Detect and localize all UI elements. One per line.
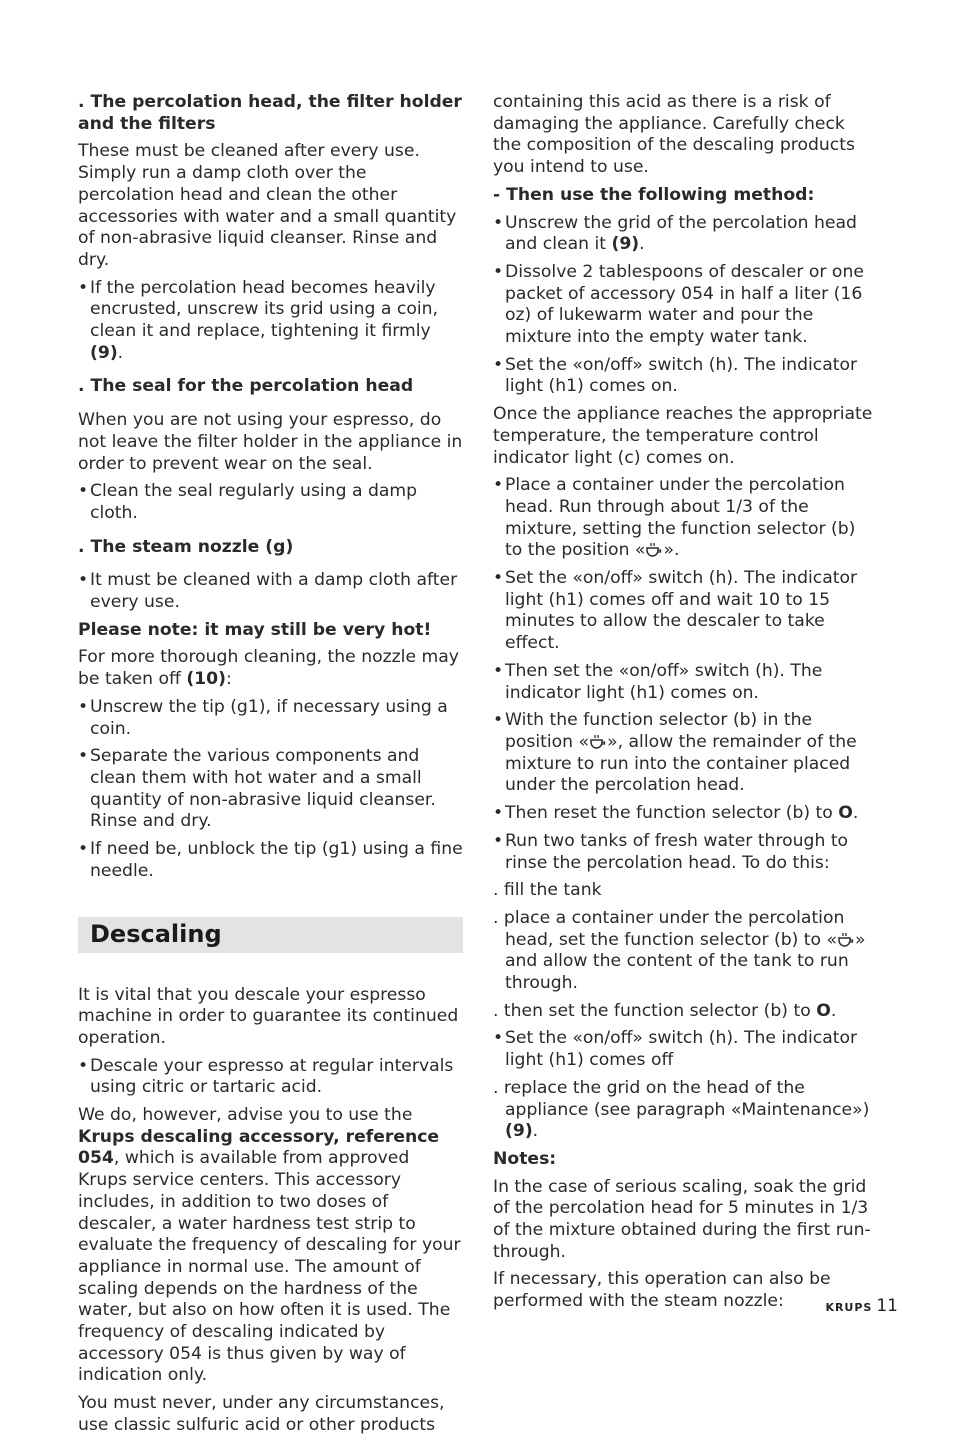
step-set-selector: . then set the function selector (b) to O.	[493, 1000, 837, 1021]
paragraph-never-sulfuric: You must never, under any circumstances, use classic sulfuric acid or other products	[78, 1393, 445, 1435]
coffee-cup-icon	[645, 542, 663, 558]
bullet-clean-seal: • Clean the seal regularly using a damp cloth.	[78, 481, 418, 523]
bullet-switch-on-again: • Then set the «on/off» switch (h). The indicator light (h1) comes on.	[493, 660, 823, 703]
bullet-switch-off-wait: • Set the «on/off» switch (h). The indicator light (h1) comes off and wait 10 to 15 minutes to allow the descaler to take effect.	[493, 568, 858, 654]
bullet-place-container: • Place a container under the percolation head. Run through about 1/3 of the mixture, setting the function selector (b) to the position « ».	[493, 475, 856, 561]
paragraph-thorough-cleaning: For more thorough cleaning, the nozzle may be taken off (10):	[78, 647, 459, 690]
bullet-remainder-mixture: • With the function selector (b) in the position « », allow the remainder of the mixture to run into the container placed under the percolation head.	[493, 710, 857, 796]
heading-notes: Notes:	[493, 1148, 557, 1169]
paragraph-temperature-reached: Once the appliance reaches the appropriate temperature, the temperature control indicator light (c) comes on.	[493, 404, 873, 468]
step-fill-tank: . fill the tank	[493, 880, 602, 901]
step-replace-grid: . replace the grid on the head of the appliance (see paragraph «Maintenance») (9).	[493, 1077, 870, 1142]
paragraph-acid-risk: containing this acid as there is a risk of damaging the appliance. Carefully check the composition of the descaling products you intend to use.	[493, 92, 855, 178]
note-hot: Please note: it may still be very hot!	[78, 619, 432, 640]
bullet-dissolve-descaler: • Dissolve 2 tablespoons of descaler or one packet of accessory 054 in half a liter (16 oz) of lukewarm water and pour the mixture into the empty water tank.	[493, 261, 864, 348]
bullet-separate-components: • Separate the various components and clean them with hot water and a small quantity of non-abrasive liquid cleanser. Rinse and dry.	[78, 746, 436, 832]
coffee-cup-icon	[837, 932, 855, 948]
paragraph-steam-nozzle: If necessary, this operation can also be performed with the steam nozzle:	[493, 1269, 831, 1312]
heading-seal: . The seal for the percolation head	[78, 376, 414, 397]
paragraph-seal: When you are not using your espresso, do not leave the filter holder in the appliance in order to prevent wear on the seal.	[78, 410, 463, 474]
brand-logo: KRUPS	[825, 1301, 873, 1314]
heading-method: - Then use the following method:	[493, 184, 815, 205]
left-column	[78, 92, 463, 1443]
page-footer	[825, 1296, 898, 1316]
coffee-cup-icon	[589, 734, 607, 750]
bullet-steam-clean: • It must be cleaned with a damp cloth after every use.	[78, 570, 458, 613]
bullet-unscrew-tip: • Unscrew the tip (g1), if necessary using a coin.	[78, 696, 448, 739]
bullet-reset-selector: • Then reset the function selector (b) to O.	[493, 803, 859, 824]
bullet-descale-regular: • Descale your espresso at regular intervals using citric or tartaric acid.	[78, 1055, 454, 1098]
heading-steam-nozzle: . The steam nozzle (g)	[78, 536, 294, 557]
bullet-rinse-tanks: • Run two tanks of fresh water through to rinse the percolation head. To do this:	[493, 830, 849, 873]
step-place-container: . place a container under the percolation head, set the function selector (b) to « » and allow the content of the tank to run through.	[493, 907, 866, 994]
right-column	[493, 92, 878, 1319]
paragraph-serious-scaling: In the case of serious scaling, soak the grid of the percolation head for 5 minutes in 1/3 of the mixture obtained during the first run-through.	[493, 1176, 871, 1262]
bullet-unblock-tip: • If need be, unblock the tip (g1) using a fine needle.	[78, 839, 463, 881]
paragraph-descale-vital: It is vital that you descale your espresso machine in order to guarantee its continued operation.	[78, 984, 459, 1048]
section-heading-descaling: Descaling	[78, 917, 463, 953]
bullet-unscrew-grid: • Unscrew the grid of the percolation head and clean it (9).	[493, 212, 857, 255]
bullet-switch-on: • Set the «on/off» switch (h). The indicator light (h1) comes on.	[493, 354, 858, 397]
paragraph-krups-accessory: We do, however, advise you to use the Krups descaling accessory, reference 054, which is available from approved Krups service centers. This accessory includes, in addition to two doses of descaler, a water hardness test strip to evaluate the frequency of descaling for your appliance in normal use. The amount of scaling depends on the hardness of the water, but also on how often it is used. The frequency of descaling indicated by accessory 054 is thus given by way of indication only.	[78, 1105, 461, 1386]
heading-percolation-head: . The percolation head, the filter holder and the filters	[78, 92, 462, 134]
paragraph-percolation-cleaning: These must be cleaned after every use. Simply run a damp cloth over the percolation head and clean the other accessories with water and a small quantity of non-abrasive liquid cleanser. Rinse and dry.	[78, 141, 457, 270]
bullet-encrusted-head: • If the percolation head becomes heavily encrusted, unscrew its grid using a coin, clean it and replace, tightening it firmly (9).	[78, 277, 438, 363]
page-number: 11	[876, 1296, 898, 1316]
bullet-switch-off-final: • Set the «on/off» switch (h). The indicator light (h1) comes off	[493, 1028, 858, 1071]
